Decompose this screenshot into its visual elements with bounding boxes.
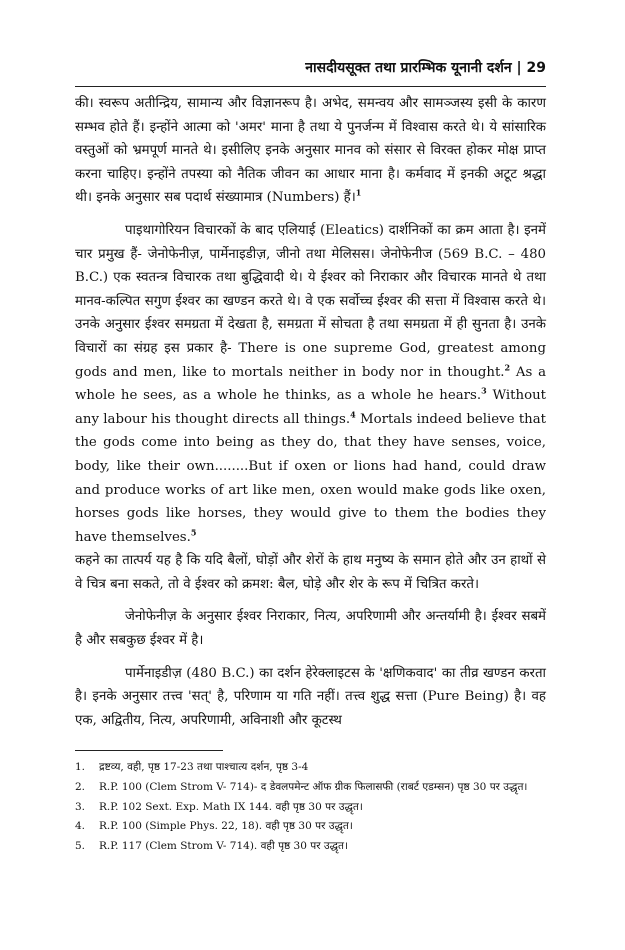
footnote-number: 3. bbox=[75, 800, 86, 813]
footnote-number: 2. bbox=[75, 780, 86, 793]
footnote-5 bbox=[75, 837, 546, 857]
paragraph-pythagoreans bbox=[75, 92, 546, 210]
footnote-2 bbox=[75, 778, 546, 798]
footnote-3 bbox=[75, 798, 546, 818]
running-header: नासदीयसूक्त तथा प्रारम्भिक यूनानी दर्शन | 29 bbox=[305, 60, 546, 76]
footnote-text: R.P. 100 (Simple Phys. 22, 18). वही पृष्ठ 30 पर उद्धृत। bbox=[99, 820, 353, 833]
footnote-ref-2: 2 bbox=[504, 362, 511, 373]
footnote-ref-4: 4 bbox=[350, 409, 356, 420]
quote-text: Mortals indeed believe that the gods come into being as they do, that they have senses, voice, body, like their own........But if oxen or lions had hand, could draw and produce works of art like men, oxen would make gods like oxen, horses gods like horses, they would give to them the bodies they have themselves. bbox=[75, 411, 547, 545]
header-rule bbox=[75, 86, 546, 87]
paragraph-text: पाइथागोरियन विचारकों के बाद एलियाई (Eleatics) दार्शनिकों का क्रम आता है। इनमें चार प्रमुख हैं- जेनोफेनीज़, पार्मेनाइडीज़, जीनो तथा मेलिसस। जेनोफेनीज (569 B.C. – 480 B.C.) एक स्वतन्त्र विचारक तथा बुद्धिवादी थे। ये ईश्वर को निराकार और विचारक मानते थे तथा मानव-कल्पित सगुण ईश्वर का खण्डन करते थे। वे एक सर्वोच्च ईश्वर की सत्ता में विश्वास करते थे। उनके अनुसार ईश्वर समग्रता में देखता है, समग्रता में सोचता है तथा समग्रता में ही सुनता है। उनके विचारों का संग्रह इस प्रकार है- There is one supreme God, greatest among gods and men, like to mortals neither in body nor in thought. bbox=[75, 222, 546, 380]
quote-text: Without any labour his thought directs all things. bbox=[75, 388, 546, 427]
quote-text: As a whole he sees, as a whole he thinks, as a whole he hears. bbox=[75, 364, 546, 404]
footnote-4 bbox=[75, 817, 546, 837]
paragraph-text: की। स्वरूप अतीन्द्रिय, सामान्य और विज्ञानरूप है। अभेद, समन्वय और सामञ्जस्य इसी के कारण सम्भव होते हैं। इन्होंने आत्मा को 'अमर' माना है तथा ये पुनर्जन्म में विश्वास करते थे। ये सांसारिक वस्तुओं को भ्रमपूर्ण मानते थे। इसीलिए इनके अनुसार मानव को संसार से विरक्त होकर मोक्ष प्राप्त करना चाहिए। इन्होंने तपस्या को नैतिक जीवन का आधार माना है। कर्मवाद में इनकी अटूट श्रद्धा थी। इनके अनुसार सब पदार्थ संख्यामात्र (Numbers) हैं। bbox=[75, 96, 546, 206]
footnote-ref-5: 5 bbox=[190, 527, 197, 538]
footnote-text: R.P. 100 (Clem Strom V- 714)- द डेवलपमेन्ट ऑफ ग्रीक फिलासफी (राबर्ट एडम्सन) पृष्ठ 30 पर उद्धृत। bbox=[99, 780, 528, 793]
footnote-text: द्रष्टव्य, वही, पृष्ठ 17-23 तथा पाश्चात्य दर्शन, पृष्ठ 3-4 bbox=[99, 761, 309, 773]
paragraph-explanation: कहने का तात्पर्य यह है कि यदि बैलों, घोड़ों और शेरों के हाथ मनुष्य के समान होते और उन हाथों से वे चित्र बना सकते, तो वे ईश्वर को क्रमश: बैल, घोड़े और शेर के रूप में चित्रित करते। bbox=[75, 553, 546, 592]
footnote-number: 5. bbox=[75, 840, 86, 853]
footnote-1 bbox=[75, 758, 546, 778]
footnote-number: 4. bbox=[75, 820, 86, 833]
footnotes bbox=[75, 758, 546, 857]
footnote-rule bbox=[75, 750, 223, 751]
main-text bbox=[75, 92, 546, 732]
paragraph-parmenides: पार्मेनाइडीज़ (480 B.C.) का दर्शन हेरेक्लाइटस के 'क्षणिकवाद' का तीव्र खण्डन करता है। इनके अनुसार तत्त्व 'सत्' है, परिणाम या गति नहीं। तत्त्व शुद्ध सत्ता (Pure Being) है। वह एक, अद्वितीय, नित्य, अपरिणामी, अविनाशी और कूटस्थ bbox=[75, 665, 546, 728]
footnote-ref-3: 3 bbox=[481, 385, 487, 396]
footnote-ref-1: 1 bbox=[355, 187, 362, 198]
paragraph-xenophanes-god: जेनोफेनीज़ के अनुसार ईश्वर निराकार, नित्य, अपरिणामी और अन्तर्यामी है। ईश्वर सबमें है और सबकुछ ईश्वर में है। bbox=[75, 609, 546, 649]
footnote-text: R.P. 102 Sext. Exp. Math IX 144. वही पृष्ठ 30 पर उद्धृत। bbox=[99, 800, 363, 813]
paragraph-xenophanes bbox=[75, 219, 546, 549]
footnote-number: 1. bbox=[75, 761, 86, 773]
footnote-text: R.P. 117 (Clem Strom V- 714). वही पृष्ठ 30 पर उद्धृत। bbox=[99, 840, 348, 853]
